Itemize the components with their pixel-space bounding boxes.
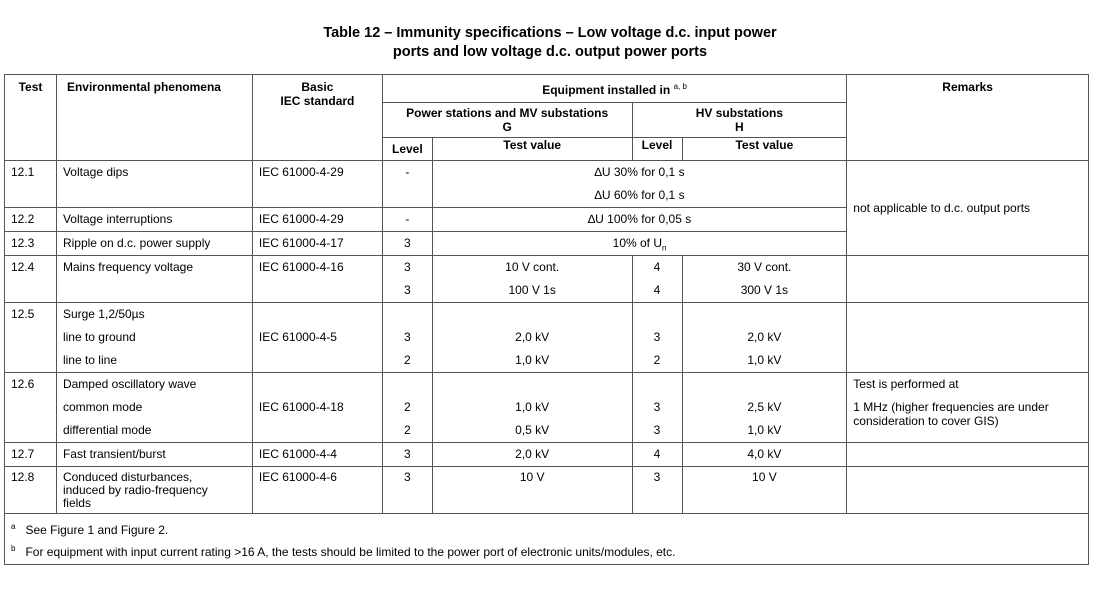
footnote-row (5, 514, 1089, 565)
remark-text: 1 MHz (higher frequencies are under consideration to cover GIS) (853, 400, 1049, 428)
cell-env (56, 256, 252, 303)
header-group-h (632, 103, 847, 138)
test-number: 12.8 (11, 470, 35, 484)
env-text: line to ground (62, 330, 136, 344)
header-g-test-value: Test value (432, 138, 632, 161)
level-text: 3 (653, 470, 661, 484)
env-text: Voltage interruptions (62, 212, 173, 226)
cell-g-level (382, 467, 432, 514)
cell-test (5, 208, 57, 232)
level-text: 3 (403, 283, 411, 297)
cell-std (252, 303, 382, 373)
cell-env (56, 303, 252, 373)
cell-test (5, 232, 57, 256)
value-text: 2,0 kV (515, 447, 550, 461)
footnote-a (11, 516, 1082, 538)
value-text: 10 V (519, 470, 545, 484)
table-row-12-1 (5, 161, 1089, 208)
header-basic-line-1: Basic (301, 80, 334, 94)
env-text: differential mode (62, 423, 152, 437)
header-basic-standard (252, 75, 382, 161)
cell-test (5, 303, 57, 373)
header-g-line-2: G (502, 120, 512, 134)
cell-g-value (432, 467, 632, 514)
level-text: 4 (653, 447, 661, 461)
env-text: Ripple on d.c. power supply (62, 236, 211, 250)
value-text: 10 V (752, 470, 777, 484)
level-text: - (405, 165, 410, 179)
table-row-12-4 (5, 256, 1089, 303)
cell-value (432, 161, 846, 208)
cell-test (5, 161, 57, 208)
value-text: 2,5 kV (747, 400, 782, 414)
level-text: 3 (653, 400, 661, 414)
remark-text: Test is performed at (853, 377, 959, 391)
value-text: 4,0 kV (747, 447, 782, 461)
value-text: 2,0 kV (747, 330, 782, 344)
header-test: Test (5, 75, 57, 161)
std-text: IEC 61000-4-29 (258, 165, 344, 179)
value-line (439, 232, 840, 255)
value-text: 10% of U (612, 236, 662, 250)
footnote-b-mark: b (11, 544, 16, 553)
title-line-1: Table 12 – Immunity specifications – Low voltage d.c. input power (323, 25, 777, 41)
test-number: 12.3 (11, 236, 35, 250)
value-text: ∆U 100% for 0,05 s (587, 212, 692, 226)
header-basic-line-2: IEC standard (280, 94, 355, 108)
table-title (0, 24, 1100, 62)
footnote-b-text: For equipment with input current rating >16 A, the tests should be limited to the power port of electronic units/modules, etc. (25, 545, 676, 559)
cell-h-level (632, 467, 682, 514)
std-text: IEC 61000-4-5 (258, 330, 337, 344)
title-line-2: ports and low voltage d.c. output power ports (392, 44, 708, 60)
cell-h-value (682, 303, 847, 373)
test-number: 12.7 (11, 447, 35, 461)
level-text: 2 (403, 423, 411, 437)
level-text: 3 (403, 447, 411, 461)
table-row-12-7 (5, 443, 1089, 467)
env-text: Fast transient/burst (62, 447, 166, 461)
header-g-level: Level (382, 138, 432, 161)
header-remarks: Remarks (847, 75, 1089, 161)
cell-std (252, 161, 382, 208)
value-line-2: ∆U 60% for 0,1 s (594, 188, 685, 202)
level-text: 3 (653, 423, 661, 437)
cell-test (5, 256, 57, 303)
cell-g-value (432, 303, 632, 373)
env-text: Surge 1,2/50µs (62, 307, 145, 321)
value-text: 1,0 kV (747, 423, 782, 437)
cell-test (5, 443, 57, 467)
header-g-line-1: Power stations and MV substations (406, 106, 609, 120)
cell-h-level (632, 443, 682, 467)
value-text: 300 V 1s (740, 283, 789, 297)
cell-std (252, 373, 382, 443)
std-text: IEC 61000-4-16 (258, 260, 344, 274)
cell-std (252, 232, 382, 256)
footnote-b (11, 538, 1082, 560)
cell-h-value (682, 443, 847, 467)
cell-g-level (382, 443, 432, 467)
header-h-line-1: HV substations (695, 106, 784, 120)
value-text: 100 V 1s (508, 283, 556, 297)
value-text: 30 V cont. (737, 260, 792, 274)
level-text: 3 (653, 330, 661, 344)
cell-std (252, 443, 382, 467)
level-text: 3 (403, 236, 411, 250)
header-row-1 (5, 75, 1089, 103)
header-h-test-value: Test value (682, 138, 847, 161)
level-text: 2 (653, 353, 661, 367)
footnotes (5, 514, 1089, 565)
env-text: Mains frequency voltage (62, 260, 194, 274)
level-text: 3 (403, 260, 411, 274)
level-text: 2 (403, 353, 411, 367)
value-text: 10 V cont. (505, 260, 560, 274)
level-text: 3 (403, 470, 411, 484)
level-text: 4 (653, 260, 661, 274)
test-number: 12.6 (11, 377, 35, 391)
std-text: IEC 61000-4-4 (258, 447, 337, 461)
cell-h-value (682, 256, 847, 303)
cell-h-level (632, 373, 682, 443)
cell-h-value (682, 467, 847, 514)
test-number: 12.2 (11, 212, 35, 226)
cell-remark (847, 256, 1089, 303)
header-h-level: Level (632, 138, 682, 161)
value-text: 1,0 kV (515, 400, 550, 414)
cell-g-level (382, 256, 432, 303)
level-text: - (405, 212, 410, 226)
cell-test (5, 373, 57, 443)
cell-std (252, 208, 382, 232)
cell-level (382, 232, 432, 256)
footnote-a-text: See Figure 1 and Figure 2. (25, 523, 169, 537)
env-text: line to line (62, 353, 117, 367)
std-text: IEC 61000-4-18 (258, 400, 344, 414)
table-row-12-5 (5, 303, 1089, 373)
cell-value (432, 208, 846, 232)
cell-h-level (632, 303, 682, 373)
level-text: 3 (403, 330, 411, 344)
value-line-1: ∆U 30% for 0,1 s (594, 165, 685, 179)
header-group-g (382, 103, 632, 138)
cell-remark (847, 303, 1089, 373)
cell-g-level (382, 303, 432, 373)
cell-env (56, 443, 252, 467)
value-text: 1,0 kV (515, 353, 550, 367)
cell-level (382, 208, 432, 232)
value-subscript: n (662, 243, 667, 253)
header-h-line-2: H (735, 120, 744, 134)
remark-text: not applicable to d.c. output ports (853, 201, 1031, 215)
level-text: 4 (653, 283, 661, 297)
cell-env (56, 373, 252, 443)
value-text: 2,0 kV (515, 330, 550, 344)
cell-env (56, 161, 252, 208)
cell-h-value (682, 373, 847, 443)
header-environmental: Environmental phenomena (56, 75, 252, 161)
cell-g-level (382, 373, 432, 443)
value-text: 0,5 kV (515, 423, 550, 437)
cell-value (432, 232, 846, 256)
cell-remark (847, 373, 1089, 443)
level-text: 2 (403, 400, 411, 414)
cell-g-value (432, 443, 632, 467)
cell-env (56, 467, 252, 514)
footnote-a-mark: a (11, 522, 16, 531)
cell-g-value (432, 373, 632, 443)
value-text: 1,0 kV (747, 353, 782, 367)
cell-level (382, 161, 432, 208)
table-row-12-6 (5, 373, 1089, 443)
cell-remark (847, 467, 1089, 514)
header-equipment (382, 75, 846, 103)
std-text: IEC 61000-4-17 (258, 236, 344, 250)
cell-g-value (432, 256, 632, 303)
test-number: 12.1 (11, 165, 35, 179)
std-text: IEC 61000-4-6 (258, 470, 337, 484)
cell-env (56, 232, 252, 256)
std-text: IEC 61000-4-29 (258, 212, 344, 226)
cell-env (56, 208, 252, 232)
cell-h-level (632, 256, 682, 303)
cell-test (5, 467, 57, 514)
header-equipment-sup: a, b (673, 82, 687, 91)
immunity-table (4, 74, 1089, 565)
header-equipment-text: Equipment installed in (542, 83, 671, 97)
cell-remark (847, 443, 1089, 467)
env-text: common mode (62, 400, 143, 414)
env-text: Voltage dips (62, 165, 129, 179)
test-number: 12.5 (11, 307, 35, 321)
env-text: Damped oscillatory wave (62, 377, 197, 391)
table-row-12-8 (5, 467, 1089, 514)
cell-remark-dc (847, 161, 1089, 256)
cell-std (252, 467, 382, 514)
env-text: Conduced disturbances, induced by radio-frequency fields (62, 470, 208, 510)
cell-std (252, 256, 382, 303)
test-number: 12.4 (11, 260, 35, 274)
